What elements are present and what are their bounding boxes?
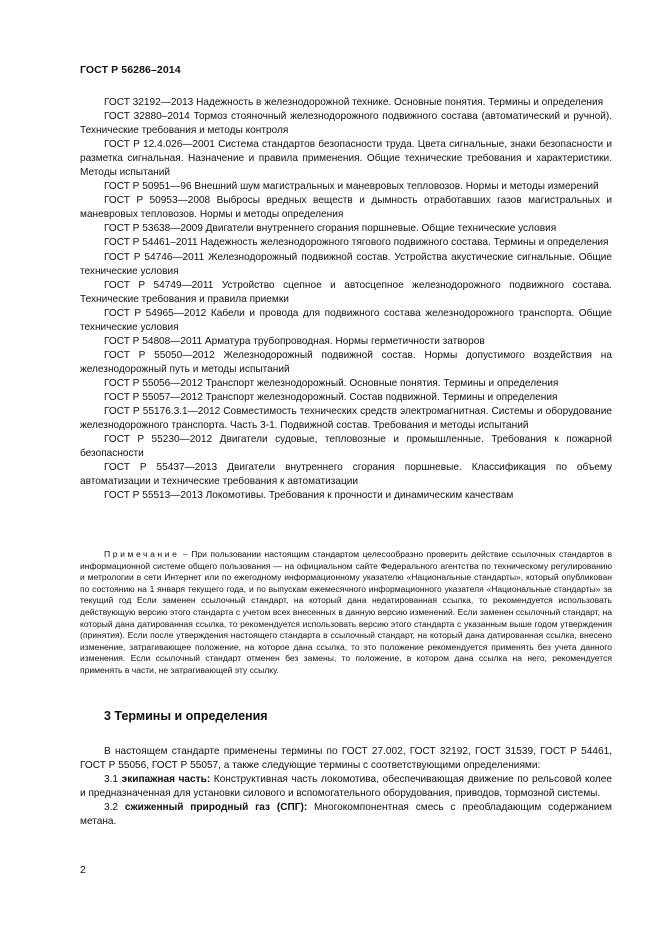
term-name: экипажная часть: [121, 773, 211, 785]
reference-item: ГОСТ Р 55057—2012 Транспорт железнодорожный. Состав подвижной. Термины и определения [104, 391, 558, 403]
term-number: 3.2 [104, 801, 125, 813]
reference-item: ГОСТ Р 54965—2012 Кабели и провода для подвижного состава железнодорожного транспорта. Общие технические условия [80, 307, 612, 333]
doc-header: ГОСТ Р 56286–2014 [80, 64, 181, 76]
reference-item: ГОСТ Р 54749—2011 Устройство сцепное и автосцепное железнодорожного подвижного состава. Технические требования и правила приемки [80, 279, 612, 305]
normative-references-list [80, 96, 612, 503]
note-block [80, 549, 612, 677]
note-text: – При пользовании настоящим стандартом целесообразно проверить действие ссылочных стандартов в информационной системе общего пользования — на официальном сайте Федерального агентства по техническому регулированию и метрологии в сети Интернет или по ежегодному информационному указателю «Национальные стандарты», который опубликован по состоянию на 1 января текущего года, и по выпускам ежемесячного информационного указателя «Национальные стандарты» за текущий год Если заменен ссылочный стандарт, на который дана недатированная ссылка, то рекомендуется использовать действующую версию этого стандарта с учетом всех внесенных в данную версию изменений. Если заменен ссылочный стандарт, на который дана датированная ссылка, то рекомендуется использовать версию этого стандарта с указанным выше годом утверждения (принятия). Если после утверждения настоящего стандарта в ссылочный стандарт, на который дана датированная ссылка, внесено изменение, затрагивающее положение, на которое дана ссылка, то это положение рекомендуется применять без учета данного изменения. Если ссылочный стандарт отменен без замены, то положение, в котором дана ссылка на него, рекомендуется применять в части, не затрагивающей эту ссылку. [80, 549, 612, 675]
term-number: 3.1 [104, 773, 122, 785]
intro-paragraph: В настоящем стандарте применены термины по ГОСТ 27.002, ГОСТ 32192, ГОСТ 31539, ГОСТ Р 54461, ГОСТ Р 55056, ГОСТ Р 55057, а также следующие термины с соответствующими определениями: [80, 746, 612, 771]
reference-item: ГОСТ Р 50951—96 Внешний шум магистральных и маневровых тепловозов. Нормы и методы измерений [104, 181, 599, 193]
reference-item: ГОСТ Р 55437—2013 Двигатели внутреннего сгорания поршневые. Классификация по объему автоматизации и технические требования к автоматизации [80, 462, 612, 488]
reference-item: ГОСТ Р 55513—2013 Локомотивы. Требования к прочности и динамическим качествам [104, 490, 514, 502]
section-title: 3 Термины и определения [104, 709, 268, 723]
term-definition: Многокомпонентная смесь с преобладающим содержанием метана. [80, 801, 612, 827]
reference-item: ГОСТ 32192—2013 Надежность в железнодорожной технике. Основные понятия. Термины и определения [104, 97, 604, 108]
reference-item: ГОСТ Р 53638—2009 Двигатели внутреннего сгорания поршневые. Общие технические условия [104, 223, 557, 235]
reference-item: ГОСТ Р 55230—2012 Двигатели судовые, тепловозные и промышленные. Требования к пожарной безопасности [80, 434, 612, 460]
reference-item: ГОСТ Р 12.4.026—2001 Система стандартов безопасности труда. Цвета сигнальные, знаки безопасности и разметка сигнальная. Назначение и правила применения. Общие технические требования и характеристики. Методы испытаний [80, 139, 612, 179]
term-definition: Конструктивная часть локомотива, обеспечивающая движение по рельсовой колее и предназначенная для установки силового и вспомогательного оборудования, приводов, тормозной системы. [80, 773, 612, 799]
note-label: Примечание [104, 549, 180, 559]
reference-item: ГОСТ Р 54461–2011 Надежность железнодорожного тягового подвижного состава. Термины и определения [104, 237, 609, 249]
reference-item: ГОСТ Р 54746—2011 Железнодорожный подвижной состав. Устройства акустические сигнальные. Общие технические условия [80, 251, 612, 277]
reference-item: ГОСТ Р 50953—2008 Выбросы вредных веществ и дымность отработавших газов магистральных и маневровых тепловозов. Нормы и методы определения [80, 195, 612, 221]
page-number: 2 [80, 864, 86, 876]
reference-item: ГОСТ Р 55176.3.1—2012 Совместимость технических средств электромагнитная. Системы и оборудование железнодорожного транспорта. Часть 3-1. Подвижной состав. Требования и методы испытаний [80, 406, 612, 432]
term-name: сжиженный природный газ (СПГ): [124, 801, 308, 813]
reference-item: ГОСТ 32880–2014 Тормоз стояночный железнодорожного подвижного состава (автоматический и ручной). Технические требования и методы контроля [80, 111, 612, 137]
term-entry [80, 801, 612, 829]
reference-item: ГОСТ Р 55056—2012 Транспорт железнодорожный. Основные понятия. Термины и определения [104, 377, 559, 389]
reference-item: ГОСТ Р 54808—2011 Арматура трубопроводная. Нормы герметичности затворов [104, 335, 485, 347]
section-body [80, 745, 612, 828]
reference-item: ГОСТ Р 55050—2012 Железнодорожный подвижной состав. Нормы допустимого воздействия на железнодорожный путь и методы испытаний [80, 349, 612, 375]
term-entry [80, 773, 612, 801]
